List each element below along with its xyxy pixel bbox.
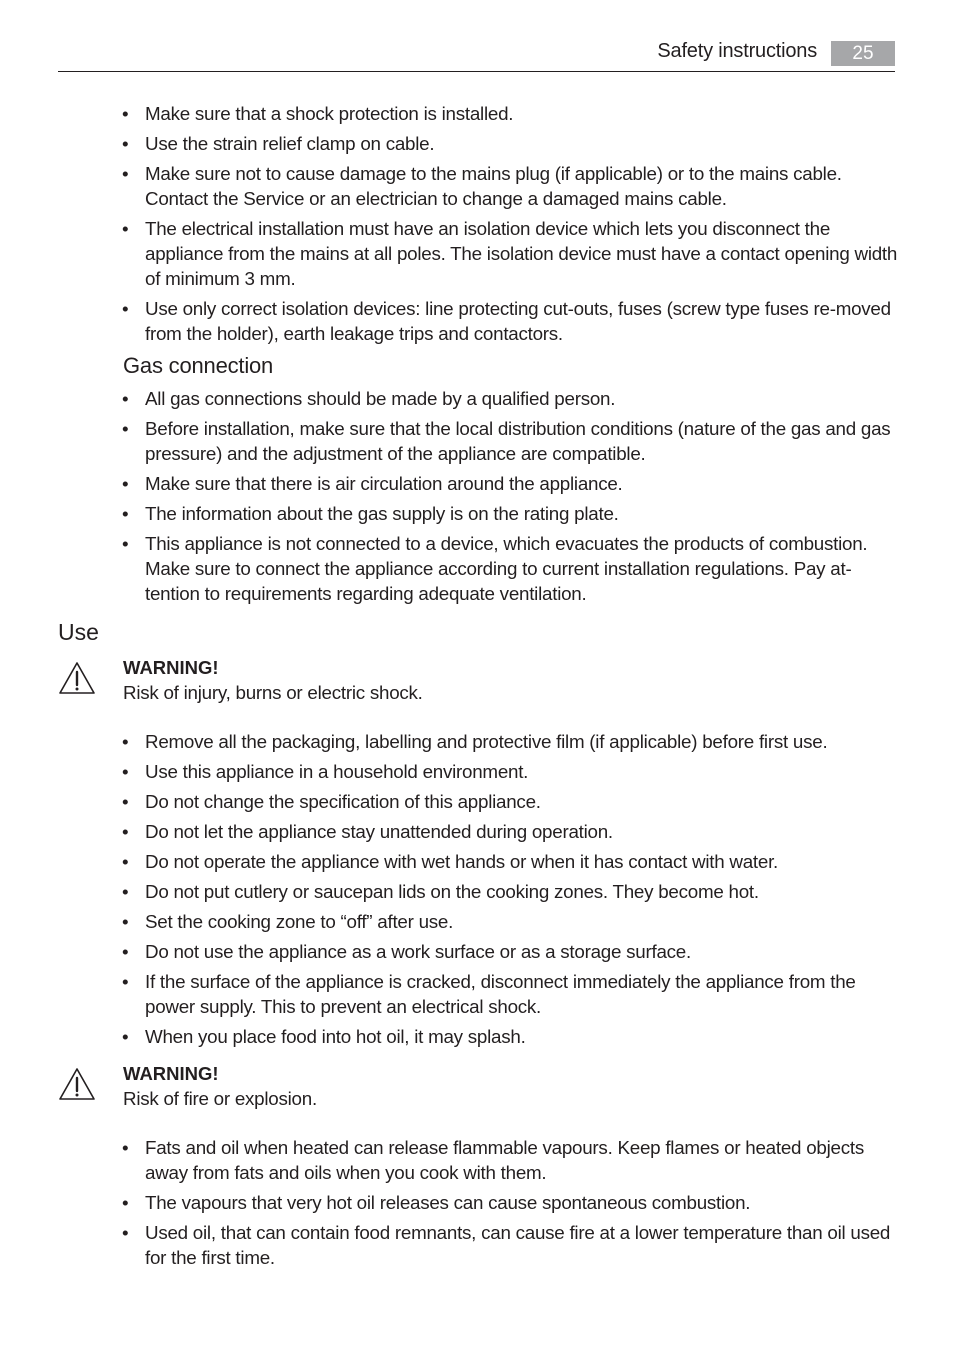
gas-list [58,386,898,606]
warning-text: Risk of fire or explosion. [123,1088,317,1109]
warning-title: WARNING! [123,657,219,678]
list-item: • Make sure not to cause damage to the mains plug (if applicable) or to the mains cable. Contact the Service or an electrician to change a damaged mains cable. [58,161,898,211]
list-item: • Do not use the appliance as a work surface or as a storage surface. [58,939,898,964]
list-item: • Do not operate the appliance with wet hands or when it has contact with water. [58,849,898,874]
list-item: • Used oil, that can contain food remnants, can cause fire at a lower temperature than oil used for the first time. [58,1220,898,1270]
page-header [58,38,895,72]
page-content [58,101,898,1275]
fire-list [58,1135,898,1270]
list-item: • Do not put cutlery or saucepan lids on the cooking zones. They become hot. [58,879,898,904]
list-item: • Use only correct isolation devices: line protecting cut-outs, fuses (screw type fuses re-moved from the holder), earth leakage trips and contactors. [58,296,898,346]
list-item: • If the surface of the appliance is cracked, disconnect immediately the appliance from the power supply. This to prevent an electrical shock. [58,969,898,1019]
use-heading: Use [58,619,99,645]
warning-triangle-icon [58,661,96,695]
list-item: • Do not change the specification of this appliance. [58,789,898,814]
warning-triangle-icon [58,1067,96,1101]
list-item: • The information about the gas supply is on the rating plate. [58,501,898,526]
use-list [58,729,898,1049]
list-item: • Remove all the packaging, labelling and protective film (if applicable) before first use. [58,729,898,754]
list-item: • Set the cooking zone to “off” after use. [58,909,898,934]
list-item: • Fats and oil when heated can release flammable vapours. Keep flames or heated objects away from fats and oils when you cook with them. [58,1135,898,1185]
header-title: Safety instructions [657,40,817,62]
page-number: 25 [831,41,895,66]
warning-text: Risk of injury, burns or electric shock. [123,682,423,703]
list-item: • The electrical installation must have an isolation device which lets you disconnect the appliance from the mains at all poles. The isolation device must have a contact opening width of minimum 3 mm. [58,216,898,291]
list-item: • Before installation, make sure that the local distribution conditions (nature of the gas and gas pressure) and the adjustment of the appliance are compatible. [58,416,898,466]
warning-block [58,655,898,711]
electrical-list [58,101,898,346]
gas-connection-heading: Gas connection [123,353,274,378]
list-item: • Make sure that a shock protection is installed. [58,101,898,126]
list-item: • All gas connections should be made by a qualified person. [58,386,898,411]
list-item: • This appliance is not connected to a device, which evacuates the products of combustion. Make sure to connect the appliance according to current installation regulations. Pay at-tention to requirements regarding adequate ventilation. [58,531,898,606]
list-item: • Make sure that there is air circulation around the appliance. [58,471,898,496]
warning-block [58,1061,898,1117]
list-item: • When you place food into hot oil, it may splash. [58,1024,898,1049]
list-item: • Do not let the appliance stay unattended during operation. [58,819,898,844]
list-item: • Use the strain relief clamp on cable. [58,131,898,156]
list-item: • The vapours that very hot oil releases can cause spontaneous combustion. [58,1190,898,1215]
warning-title: WARNING! [123,1063,219,1084]
list-item: • Use this appliance in a household environment. [58,759,898,784]
